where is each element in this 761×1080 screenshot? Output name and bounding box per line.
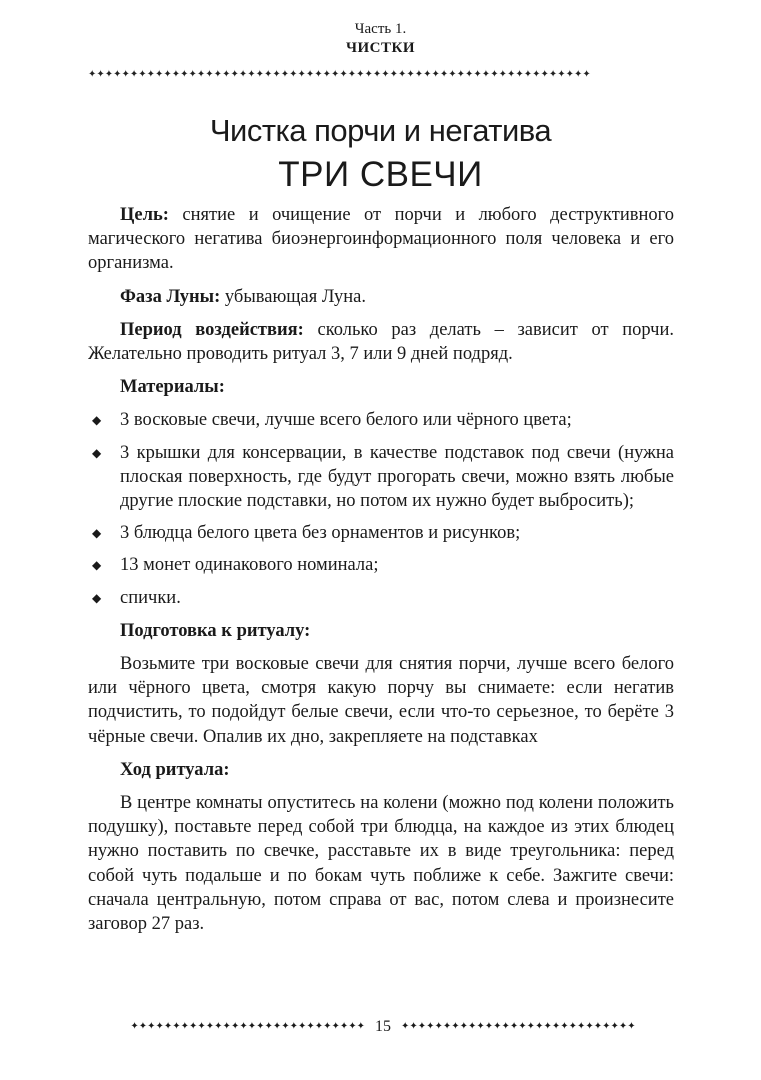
list-item	[88, 408, 674, 432]
preparation-heading: Подготовка к ритуалу:	[120, 620, 311, 641]
list-item-text: 3 блюдца белого цвета без орнаментов и рисунков;	[120, 523, 521, 544]
moon-paragraph	[88, 285, 674, 309]
list-item-text: 3 восковые свечи, лучше всего белого или чёрного цвета;	[120, 410, 572, 431]
bullet-icon: ◆	[92, 413, 102, 428]
body-text	[88, 203, 674, 945]
goal-label: Цель:	[120, 205, 169, 225]
list-item-text: 3 крышки для консервации, в качестве подставок под свечи (нужна плоская поверхность, где будут прогорать свечи, можно взять любые другие плоские подставки, но потом их нужно будет выбросить);	[120, 442, 674, 512]
period-label: Период воздействия:	[120, 319, 304, 340]
moon-label: Фаза Луны:	[120, 286, 221, 307]
title-line-2: ТРИ СВЕЧИ	[278, 155, 483, 194]
list-item	[88, 441, 674, 514]
bullet-icon: ◆	[92, 558, 102, 573]
running-head	[0, 20, 761, 58]
list-item-text: спички.	[120, 587, 181, 608]
list-item	[88, 553, 674, 577]
page-footer	[88, 1018, 678, 1036]
title-line-1: Чистка порчи и негатива	[209, 113, 552, 148]
ritual-paragraph: В центре комнаты опуститесь на колени (можно под колени положить подушку), поставьте перед собой три блюдца, на каждое из этих блюдец нужно поставить по свечке, расставьте их в виде треугольника: перед собой чуть подальше и по бокам чуть поближе к себе. Зажгите свечи: сначала центральную, потом справа от вас, потом слева и произнесите заговор 27 раз.	[88, 793, 674, 935]
top-ornament-divider: ✦✦✦✦✦✦✦✦✦✦✦✦✦✦✦✦✦✦✦✦✦✦✦✦✦✦✦✦✦✦✦✦✦✦✦✦✦✦✦✦✦✦✦✦✦✦✦✦✦✦✦✦✦✦✦✦✦✦✦✦	[88, 69, 591, 80]
preparation-paragraph: Возьмите три восковые свечи для снятия порчи, лучше всего белого или чёрного цвета, смотря какую порчу вы снимаете: если негатив подчистить, то подойдут белые свечи, если что-то серьезное, то берёте 3 чёрные свечи. Опалив их дно, закрепляете на подставках	[88, 654, 674, 747]
title-block	[0, 110, 761, 198]
list-item-text: 13 монет одинакового номинала;	[120, 555, 379, 576]
goal-paragraph	[88, 203, 674, 276]
moon-text: убывающая Луна.	[220, 286, 366, 307]
footer-ornament-left: ✦✦✦✦✦✦✦✦✦✦✦✦✦✦✦✦✦✦✦✦✦✦✦✦✦✦✦✦	[130, 1021, 365, 1032]
materials-heading: Материалы:	[120, 377, 225, 398]
page-number: 15	[375, 1018, 391, 1035]
bullet-icon: ◆	[92, 590, 102, 605]
period-paragraph	[88, 318, 674, 366]
period-text: сколько раз делать – зависит от порчи. Желательно проводить ритуал 3, 7 или 9 дней подряд.	[88, 319, 674, 365]
list-item	[88, 586, 674, 610]
bullet-icon: ◆	[92, 526, 102, 541]
list-item	[88, 521, 674, 545]
materials-list	[88, 408, 674, 609]
ritual-heading: Ход ритуала:	[120, 759, 230, 780]
running-head-part: Часть 1.	[354, 21, 407, 37]
goal-text: снятие и очищение от порчи и любого деструктивного магического негатива биоэнергоинформационного поля человека и его организма.	[88, 205, 674, 274]
running-head-section: ЧИСТКИ	[345, 40, 416, 56]
footer-ornament-right: ✦✦✦✦✦✦✦✦✦✦✦✦✦✦✦✦✦✦✦✦✦✦✦✦✦✦✦✦	[401, 1021, 636, 1032]
bullet-icon: ◆	[92, 445, 102, 460]
